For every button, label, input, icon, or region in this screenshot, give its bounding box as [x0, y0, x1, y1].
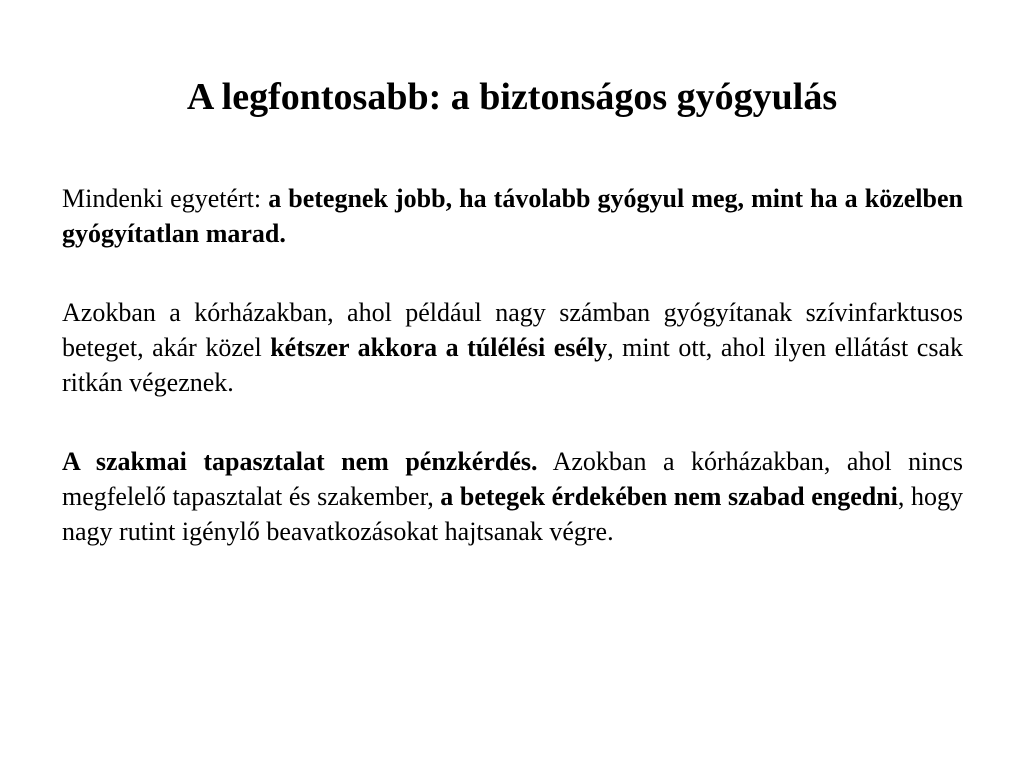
paragraph-consensus — [62, 181, 963, 251]
bold-text-segment: kétszer akkora a túlélési esély — [270, 333, 608, 362]
paragraph-survival-chance — [62, 295, 963, 400]
text-segment: Mindenki egyetért: — [62, 184, 269, 213]
text-segment: , mint ott, ahol ilyen ellátást csak ritkán végeznek. — [62, 333, 964, 397]
bold-text-segment: a betegnek jobb, ha távolabb gyógyul meg, mint ha a közelben gyógyítatlan marad. — [62, 184, 963, 248]
text-segment: , hogy nagy rutint igénylő beavatkozásokat hajtsanak végre. — [62, 482, 963, 546]
paragraph-experience — [62, 444, 963, 549]
slide-body — [62, 181, 963, 593]
bold-text-segment: A szakmai tapasztalat nem pénzkérdés. — [62, 447, 538, 476]
slide-title: A legfontosabb: a biztonságos gyógyulás — [186, 76, 838, 118]
text-segment: Azokban a kórházakban, ahol például nagy számban gyógyítanak szívinfarktusos beteget, akár közel — [62, 298, 963, 362]
bold-text-segment: a betegek érdekében nem szabad engedni — [440, 482, 898, 511]
text-segment: Azokban a kórházakban, ahol nincs megfelelő tapasztalat és szakember, — [62, 447, 963, 511]
